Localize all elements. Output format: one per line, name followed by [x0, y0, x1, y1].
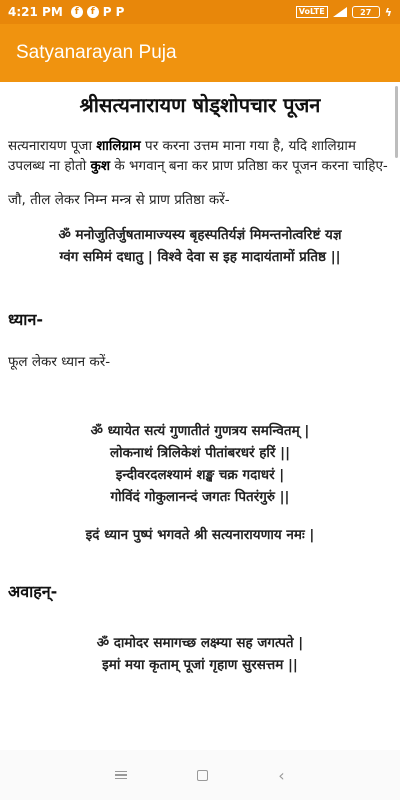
notification-icons	[71, 5, 125, 19]
system-nav-bar	[0, 750, 400, 800]
dhyan-offering: इदं ध्यान पुष्पं भगवते श्री सत्यनारायणाय नमः |	[85, 527, 315, 543]
pinterest-icon: P	[115, 5, 125, 19]
app-title: Satyanarayan Puja	[16, 42, 177, 63]
back-button[interactable]: ‹	[278, 765, 285, 785]
app-bar	[0, 24, 400, 82]
dhyan-line-1: ॐ ध्यायेत सत्यं गुणातीतं गुणत्रय समन्वितम् |	[90, 423, 310, 439]
status-indicators	[296, 6, 392, 19]
puja-content[interactable]	[0, 82, 400, 750]
pinterest-icon: P	[102, 5, 112, 19]
dhyan-line-2: लोकनाथं त्रिलिकेशं पीतांबरधरं हरिं ||	[109, 445, 291, 461]
page-title: श्रीसत्यनारायण षोड्शोपचार पूजन	[79, 93, 321, 117]
facebook-icon: f	[87, 6, 99, 18]
avahan-line-2: इमां मया कृताम् पूजां गृहाण सुरसत्तम ||	[102, 657, 298, 673]
section-heading-dhyan: ध्यान-	[8, 310, 43, 329]
avahan-line-1: ॐ दामोदर समागच्छ लक्ष्म्या सह जगत्पते |	[96, 635, 304, 651]
dhyan-line-4: गोविंदं गोकुलानन्दं जगतः पितरंगुरुं ||	[110, 489, 290, 505]
volte-icon: VoLTE	[296, 6, 328, 18]
intro-text-1: सत्यनारायण पूजा	[8, 138, 97, 154]
battery-icon: 27	[352, 6, 380, 18]
prana-instruction: जौ, तील लेकर निम्न मन्त्र से प्राण प्रतिष्ठा करें-	[8, 192, 230, 208]
facebook-icon: f	[71, 6, 83, 18]
status-bar	[0, 0, 400, 24]
intro-paragraph	[8, 136, 392, 176]
prana-mantra-line-1: ॐ मनोजुतिर्जुषतामाज्यस्य बृहस्पतिर्यज्ञं मिमन्तनोत्वरिष्टं यज्ञ	[58, 227, 342, 243]
prana-mantra	[8, 224, 392, 268]
section-heading-avahan: अवाहन्-	[8, 582, 58, 601]
dhyan-line-3: इन्दीवरदलश्यामं शङ्ख चक्र गदाधरं |	[115, 467, 285, 483]
charging-icon: ϟ	[384, 5, 392, 19]
intro-bold-shaligram: शालिग्राम	[96, 138, 141, 154]
prana-mantra-line-2: ग्वंग समिमं दधातु | विश्वे देवा स इह मादायंतामों प्रतिष्ठ ||	[59, 249, 341, 265]
dhyan-mantra	[8, 420, 392, 508]
status-time: 4:21 PM	[8, 5, 63, 19]
dhyan-instruction: फूल लेकर ध्यान करें-	[8, 354, 111, 370]
home-button[interactable]	[197, 770, 208, 781]
recent-apps-button[interactable]	[115, 771, 127, 780]
intro-bold-kush: कुश	[90, 158, 111, 174]
intro-text-3: के भगवान् बना कर प्राण प्रतिष्ठा कर पूजन करना चाहिए-	[110, 158, 388, 174]
signal-icon	[333, 7, 347, 17]
avahan-mantra	[8, 632, 392, 676]
intro-text-2: पर करना उत्तम माना गया है, यदि शालिग्राम उपलब्ध ना होतो	[8, 138, 356, 174]
scrollbar-thumb[interactable]	[395, 86, 398, 158]
